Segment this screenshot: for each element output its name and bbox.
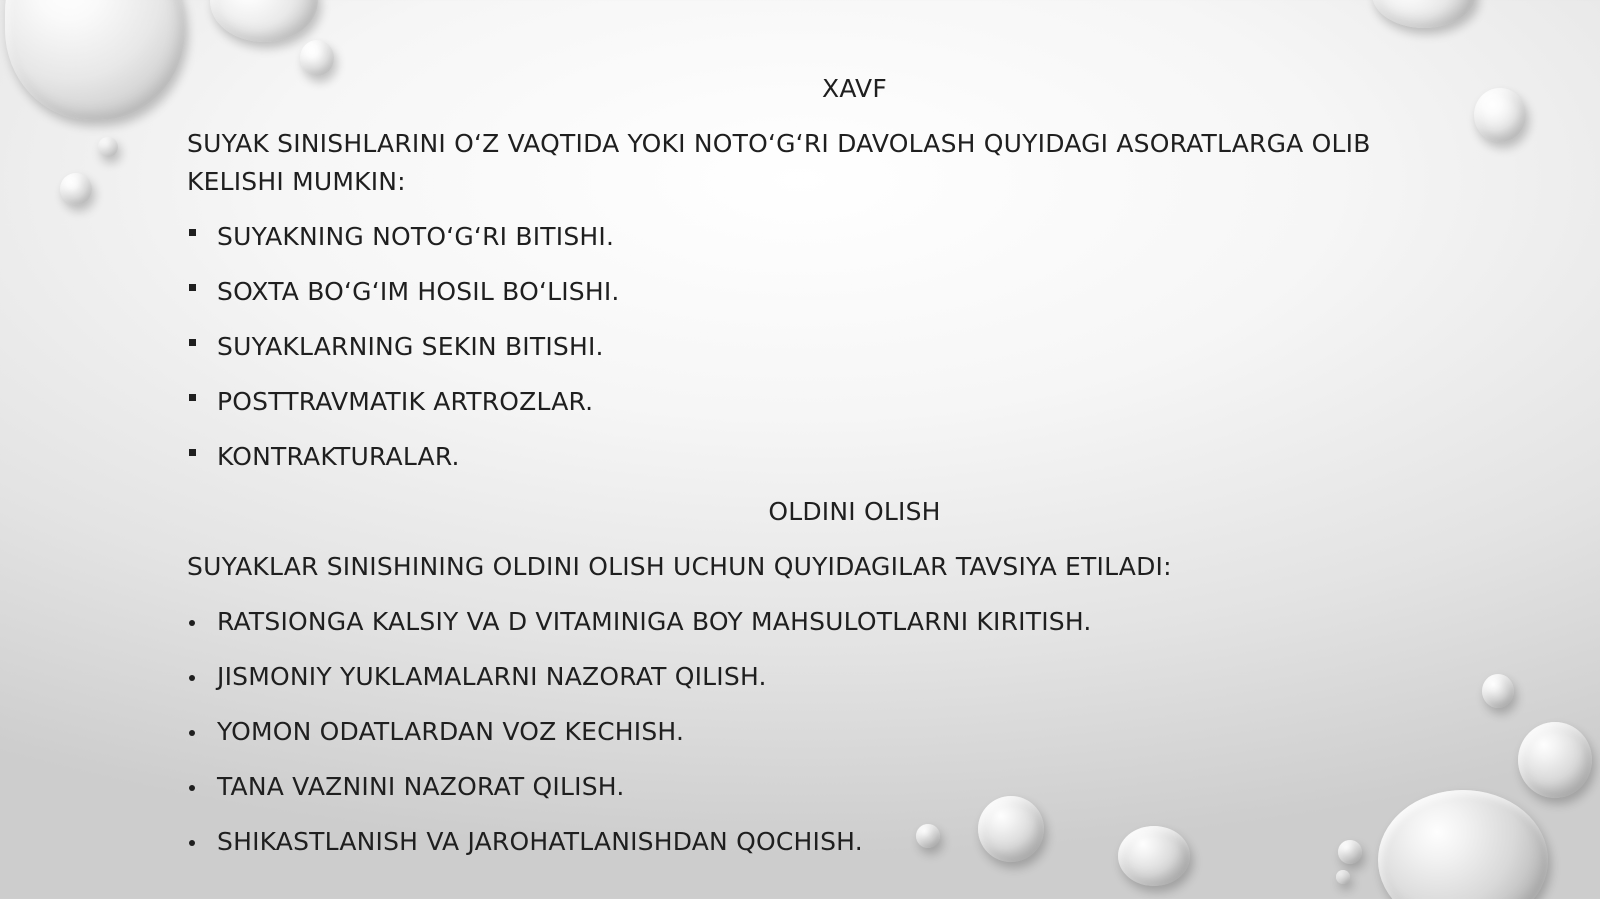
section-intro-xavf: SUYAK SINISHLARINI O‘Z VAQTIDA YOKI NOTO‘G‘RI DAVOLASH QUYIDAGI ASORATLARGA OLIB KELISHI MUMKIN: — [187, 129, 1371, 196]
water-drop-decoration — [98, 137, 118, 157]
water-drop-decoration — [1338, 840, 1362, 864]
list-item-text: RATSIONGA KALSIY VA D VITAMINIGA BOY MAHSULOTLARNI KIRITISH. — [217, 607, 1092, 636]
water-drop-decoration — [1482, 674, 1514, 708]
water-drop-decoration — [60, 173, 92, 205]
list-item-text: JISMONIY YUKLAMALARNI NAZORAT QILISH. — [217, 662, 767, 691]
water-drop-decoration — [1518, 722, 1592, 798]
list-item-text: SUYAKLARNING SEKIN BITISHI. — [217, 332, 604, 361]
water-drop-decoration — [1378, 790, 1548, 899]
section-heading-oldini-olish: OLDINI OLISH — [768, 497, 941, 526]
list-item-text: POSTTRAVMATIK ARTROZLAR. — [217, 387, 594, 416]
list-item-text: TANA VAZNINI NAZORAT QILISH. — [217, 772, 625, 801]
water-drop-decoration — [1118, 826, 1190, 886]
water-drop-decoration — [978, 796, 1044, 862]
water-drop-decoration — [210, 0, 318, 42]
section-intro-oldini-olish: SUYAKLAR SINISHINING OLDINI OLISH UCHUN QUYIDAGILAR TAVSIYA ETILADI: — [187, 552, 1172, 581]
water-drop-decoration — [1336, 870, 1350, 884]
list-item-text: SUYAKNING NOTO‘G‘RI BITISHI. — [217, 222, 615, 251]
list-item-text: SHIKASTLANISH VA JAROHATLANISHDAN QOCHISH. — [217, 827, 863, 856]
list-item-text: SOXTA BO‘G‘IM HOSIL BO‘LISHI. — [217, 277, 620, 306]
water-drop-decoration — [5, 0, 185, 120]
water-drop-decoration — [916, 824, 940, 848]
water-drop-decoration — [1372, 0, 1476, 28]
list-item-text: KONTRAKTURALAR. — [217, 442, 460, 471]
water-drop-decoration — [300, 40, 334, 76]
list-item-text: YOMON ODATLARDAN VOZ KECHISH. — [217, 717, 685, 746]
section-heading-xavf: XAVF — [822, 74, 887, 103]
